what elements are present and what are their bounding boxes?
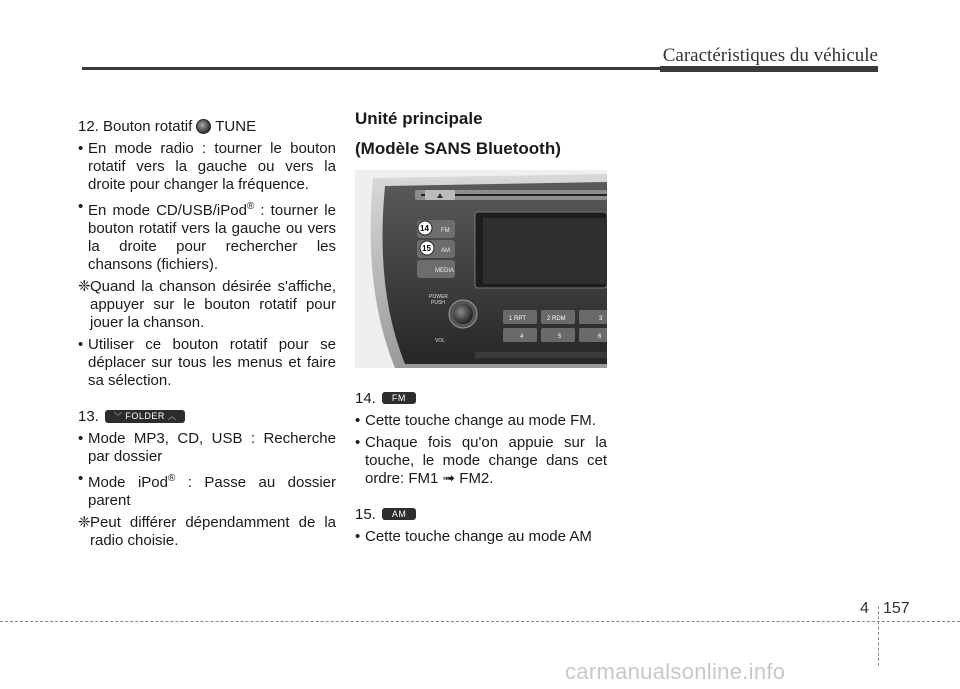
bullet-mark: • bbox=[355, 528, 361, 545]
bullet-text: En mode radio : tourner le bouton rotatif vers la gauche ou vers la droite pour changer la fréquence. bbox=[88, 140, 336, 193]
page-header-title: Caractéristiques du véhicule bbox=[662, 45, 878, 66]
head-unit-illustration bbox=[355, 170, 607, 368]
note-mark: ❈ bbox=[78, 278, 91, 295]
preset-6: 6 bbox=[598, 334, 602, 340]
bullet-fm-cycle bbox=[355, 434, 607, 488]
bullet-radio-mode bbox=[78, 140, 336, 194]
bullet-mark: • bbox=[78, 336, 84, 353]
bullet-fm bbox=[355, 412, 607, 430]
bullet-text: Utiliser ce bouton rotatif pour se déplacer sur tous les menus et faire sa sélection. bbox=[88, 336, 336, 389]
footer-divider bbox=[878, 606, 879, 666]
bullet-menus bbox=[78, 336, 336, 390]
arrow-right-icon: ➟ bbox=[442, 470, 456, 487]
item-12-suffix: TUNE bbox=[215, 118, 257, 135]
preset-4: 4 bbox=[520, 334, 524, 340]
bullet-mark: • bbox=[78, 198, 84, 215]
fm-key-label: FM bbox=[441, 228, 450, 234]
bullet-mark: • bbox=[355, 412, 361, 429]
preset-1: 1 RPT bbox=[509, 316, 527, 322]
item-12 bbox=[78, 118, 336, 136]
fm-button-label: FM bbox=[382, 392, 416, 404]
note-text: Peut différer dépendamment de la radio choisie. bbox=[90, 514, 336, 549]
item-15 bbox=[355, 506, 607, 524]
am-key-label: AM bbox=[441, 248, 450, 254]
left-column bbox=[78, 118, 336, 554]
footer-rule bbox=[0, 621, 960, 622]
item-14-label: 14. bbox=[355, 390, 376, 407]
item-15-label: 15. bbox=[355, 506, 376, 523]
bullet-text: Cette touche change au mode FM. bbox=[365, 412, 596, 429]
bullet-text: Chaque fois qu'on appuie sur la touche, le mode change dans cet ordre: FM1 ➟ FM2. bbox=[365, 434, 607, 487]
chevron-down-icon: ﹀ bbox=[113, 412, 123, 421]
bullet-text: Mode MP3, CD, USB : Recherche par dossier bbox=[88, 430, 336, 465]
preset-2: 2 RDM bbox=[547, 316, 566, 322]
middle-column bbox=[355, 108, 607, 550]
am-button-label: AM bbox=[382, 508, 417, 520]
bullet-mark: • bbox=[78, 470, 84, 487]
registered-mark: ® bbox=[246, 201, 255, 212]
media-key-label: MEDIA bbox=[435, 268, 455, 274]
section-subtitle: (Modèle SANS Bluetooth) bbox=[355, 139, 561, 158]
bullet-mp3 bbox=[78, 430, 336, 466]
chevron-up-icon: ︿ bbox=[167, 412, 177, 421]
bullet-mark: • bbox=[78, 430, 84, 447]
header-rule-accent bbox=[660, 66, 878, 72]
watermark: carmanualsonline.info bbox=[565, 659, 786, 684]
section-title: Unité principale bbox=[355, 109, 483, 128]
bullet-text: Cette touche change au mode AM bbox=[365, 528, 592, 545]
preset-5: 5 bbox=[558, 334, 562, 340]
head-unit-drawing bbox=[355, 170, 607, 368]
bullet-text: En mode CD/USB/iPod® : tourner le bouton rotatif vers la gauche ou vers la droite pour rechercher les chansons (fichiers). bbox=[88, 201, 336, 273]
preset-3: 3 bbox=[599, 316, 603, 322]
folder-button-label: ﹀ FOLDER ︿ bbox=[105, 410, 186, 423]
power-label: POWER bbox=[429, 294, 448, 300]
tune-knob-icon bbox=[196, 119, 211, 134]
push-label: PUSH bbox=[431, 300, 445, 306]
item-12-label: 12. Bouton rotatif bbox=[78, 118, 193, 135]
callout-15: 15 bbox=[422, 244, 431, 253]
note-radio bbox=[78, 514, 336, 550]
note-text: Quand la chanson désirée s'affiche, appuyer sur le bouton rotatif pour jouer la chanson. bbox=[90, 278, 336, 331]
bullet-mark: • bbox=[78, 140, 84, 157]
vol-label: VOL bbox=[435, 338, 446, 344]
item-13 bbox=[78, 408, 336, 426]
bullet-text: Mode iPod® : Passe au dossier parent bbox=[88, 473, 336, 509]
note-mark: ❈ bbox=[78, 514, 91, 531]
section-number: 4 bbox=[860, 600, 869, 617]
callout-14: 14 bbox=[420, 224, 429, 233]
bullet-am bbox=[355, 528, 607, 546]
item-14 bbox=[355, 390, 607, 408]
page-number: 157 bbox=[883, 600, 910, 617]
registered-mark: ® bbox=[167, 473, 176, 484]
bullet-ipod bbox=[78, 470, 336, 510]
bullet-mark: • bbox=[355, 434, 361, 451]
item-13-label: 13. bbox=[78, 408, 99, 425]
note-song bbox=[78, 278, 336, 332]
bullet-cd-mode bbox=[78, 198, 336, 274]
